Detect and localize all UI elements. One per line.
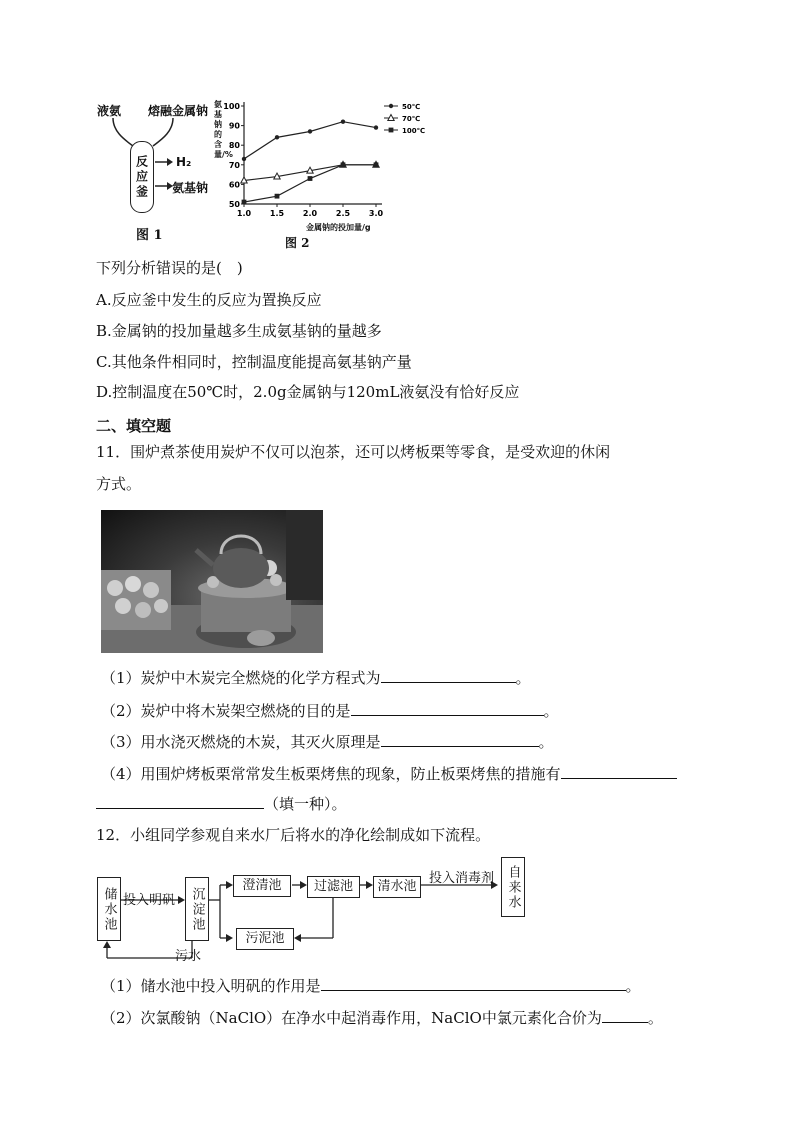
chart-point-0 — [242, 157, 246, 161]
chart-point-2 — [341, 162, 346, 167]
chart-x-tick-label: 2.0 — [302, 209, 318, 218]
q11-line1: 11．围炉煮茶使用炭炉不仅可以泡茶，还可以烤板栗等零食，是受欢迎的休闲 — [96, 443, 611, 461]
q11-answer4-blank[interactable] — [561, 764, 677, 779]
q11-sub2 — [101, 701, 559, 721]
q11-answer1-blank[interactable] — [381, 668, 516, 683]
q11-answer4-blank-cont[interactable] — [96, 794, 264, 809]
chart-point-2 — [308, 176, 313, 181]
q11-sub4-cont — [96, 794, 347, 814]
chart-point-2 — [275, 194, 280, 199]
q11-answer3-blank[interactable] — [381, 732, 539, 747]
q12-sub1-text: （1）储水池中投入明矾的作用是 — [101, 977, 321, 995]
filter-pool: 过滤池 — [307, 876, 360, 898]
chart-xlabel: 金属钠的投加量/g — [306, 223, 371, 232]
q11-sub2-text: （2）炭炉中将木炭架空燃烧的目的是 — [101, 702, 351, 720]
option-c: C.其他条件相同时，控制温度能提高氨基钠产量 — [96, 353, 412, 371]
option-b: B.金属钠的投加量越多生成氨基钠的量越多 — [96, 322, 382, 340]
q11-sub4-tail: （填一种）。 — [264, 795, 347, 813]
chart-x-tick-label: 1.0 — [236, 209, 252, 218]
q11-sub2-period: 。 — [543, 702, 559, 720]
chart-y-tick-label: 90 — [228, 121, 240, 131]
tea-stove-photo — [101, 510, 323, 653]
fig1-sodium-label: 熔融金属钠 — [148, 104, 209, 118]
chart-legend-label-1: 70℃ — [402, 115, 421, 123]
q11-sub1-period: 。 — [515, 669, 531, 687]
fig1-caption: 图 1 — [136, 228, 163, 243]
chart-x-tick-label: 2.5 — [335, 209, 351, 218]
chart-y-tick-label: 100 — [223, 102, 240, 111]
chart-ylabel: 氨基钠的含量/% — [214, 100, 233, 159]
chart-y-tick-label: 70 — [228, 160, 240, 170]
q12-answer1-blank[interactable] — [321, 976, 626, 991]
chart-point-2 — [374, 162, 379, 167]
chart-point-0 — [275, 135, 279, 139]
q11-sub4-text: （4）用围炉烤板栗常常发生板栗烤焦的现象，防止板栗烤焦的措施有 — [101, 765, 561, 783]
q11-line2: 方式。 — [96, 475, 142, 493]
chart-legend-marker-0 — [389, 104, 393, 108]
chart-y-tick-label: 50 — [228, 200, 240, 209]
q12-line1: 12．小组同学参观自来水厂后将水的净化绘制成如下流程。 — [96, 826, 491, 844]
sludge-pool: 污泥池 — [236, 928, 294, 950]
fig1-arrows — [95, 112, 225, 212]
alum-label: 投入明矾 — [123, 893, 176, 908]
fig1-ammonia-label: 液氨 — [97, 104, 122, 118]
tap-water: 自来水 — [501, 857, 525, 917]
q12-sub2-period: 。 — [647, 1009, 663, 1027]
option-a: A.反应釜中发生的反应为置换反应 — [96, 291, 322, 309]
section-title: 二、填空题 — [96, 417, 172, 435]
question-stem: 下列分析错误的是( ) — [96, 259, 243, 277]
chart-point-0 — [308, 129, 312, 133]
q12-answer2-blank[interactable] — [602, 1008, 648, 1023]
disinfect-label: 投入消毒剂 — [429, 871, 495, 886]
chart-y-tick-label: 80 — [228, 141, 240, 151]
q11-sub4 — [101, 764, 677, 784]
clean-pool: 清水池 — [373, 876, 421, 898]
chart-x-tick-label: 1.5 — [269, 209, 285, 218]
q12-sub2 — [101, 1008, 663, 1028]
q11-sub3-text: （3）用水浇灭燃烧的木炭，其灭火原理是 — [101, 733, 381, 751]
fig1-reactor: 反应釜 — [130, 141, 154, 213]
chart-point-2 — [242, 200, 247, 205]
q11-sub3-period: 。 — [538, 733, 554, 751]
chart-y-tick-label: 60 — [228, 180, 240, 190]
q11-sub3 — [101, 732, 554, 752]
chart-legend-label-2: 100℃ — [402, 127, 426, 135]
chart-x-tick-label: 3.0 — [368, 209, 384, 218]
q12-sub1-period: 。 — [625, 977, 641, 995]
fig2-caption: 图 2 — [285, 236, 310, 250]
fig1-product-label: 氨基钠 — [172, 181, 209, 195]
q11-answer2-blank[interactable] — [351, 701, 544, 716]
chart-point-0 — [374, 125, 378, 129]
chart-point-0 — [341, 119, 345, 123]
fig1-h2-label: H₂ — [176, 155, 192, 169]
q12-sub1 — [101, 976, 641, 996]
q11-sub1-text: （1）炭炉中木炭完全燃烧的化学方程式为 — [101, 669, 381, 687]
storage-pool: 储水池 — [97, 877, 121, 941]
tea-stove-illustration — [101, 510, 323, 653]
settling-pool: 沉淀池 — [185, 877, 209, 941]
chart-legend-label-0: 50℃ — [402, 103, 421, 111]
q12-sub2-text: （2）次氯酸钠（NaClO）在净水中起消毒作用，NaClO中氯元素化合价为 — [101, 1009, 602, 1027]
chart-legend-marker-2 — [389, 128, 394, 133]
option-d: D.控制温度在50℃时，2.0g金属钠与120mL液氨没有恰好反应 — [96, 383, 520, 401]
clarifying-pool: 澄清池 — [233, 875, 291, 897]
q11-sub1 — [101, 668, 531, 688]
sewage-label: 污水 — [175, 949, 202, 964]
chart-series-line-0 — [244, 122, 376, 159]
